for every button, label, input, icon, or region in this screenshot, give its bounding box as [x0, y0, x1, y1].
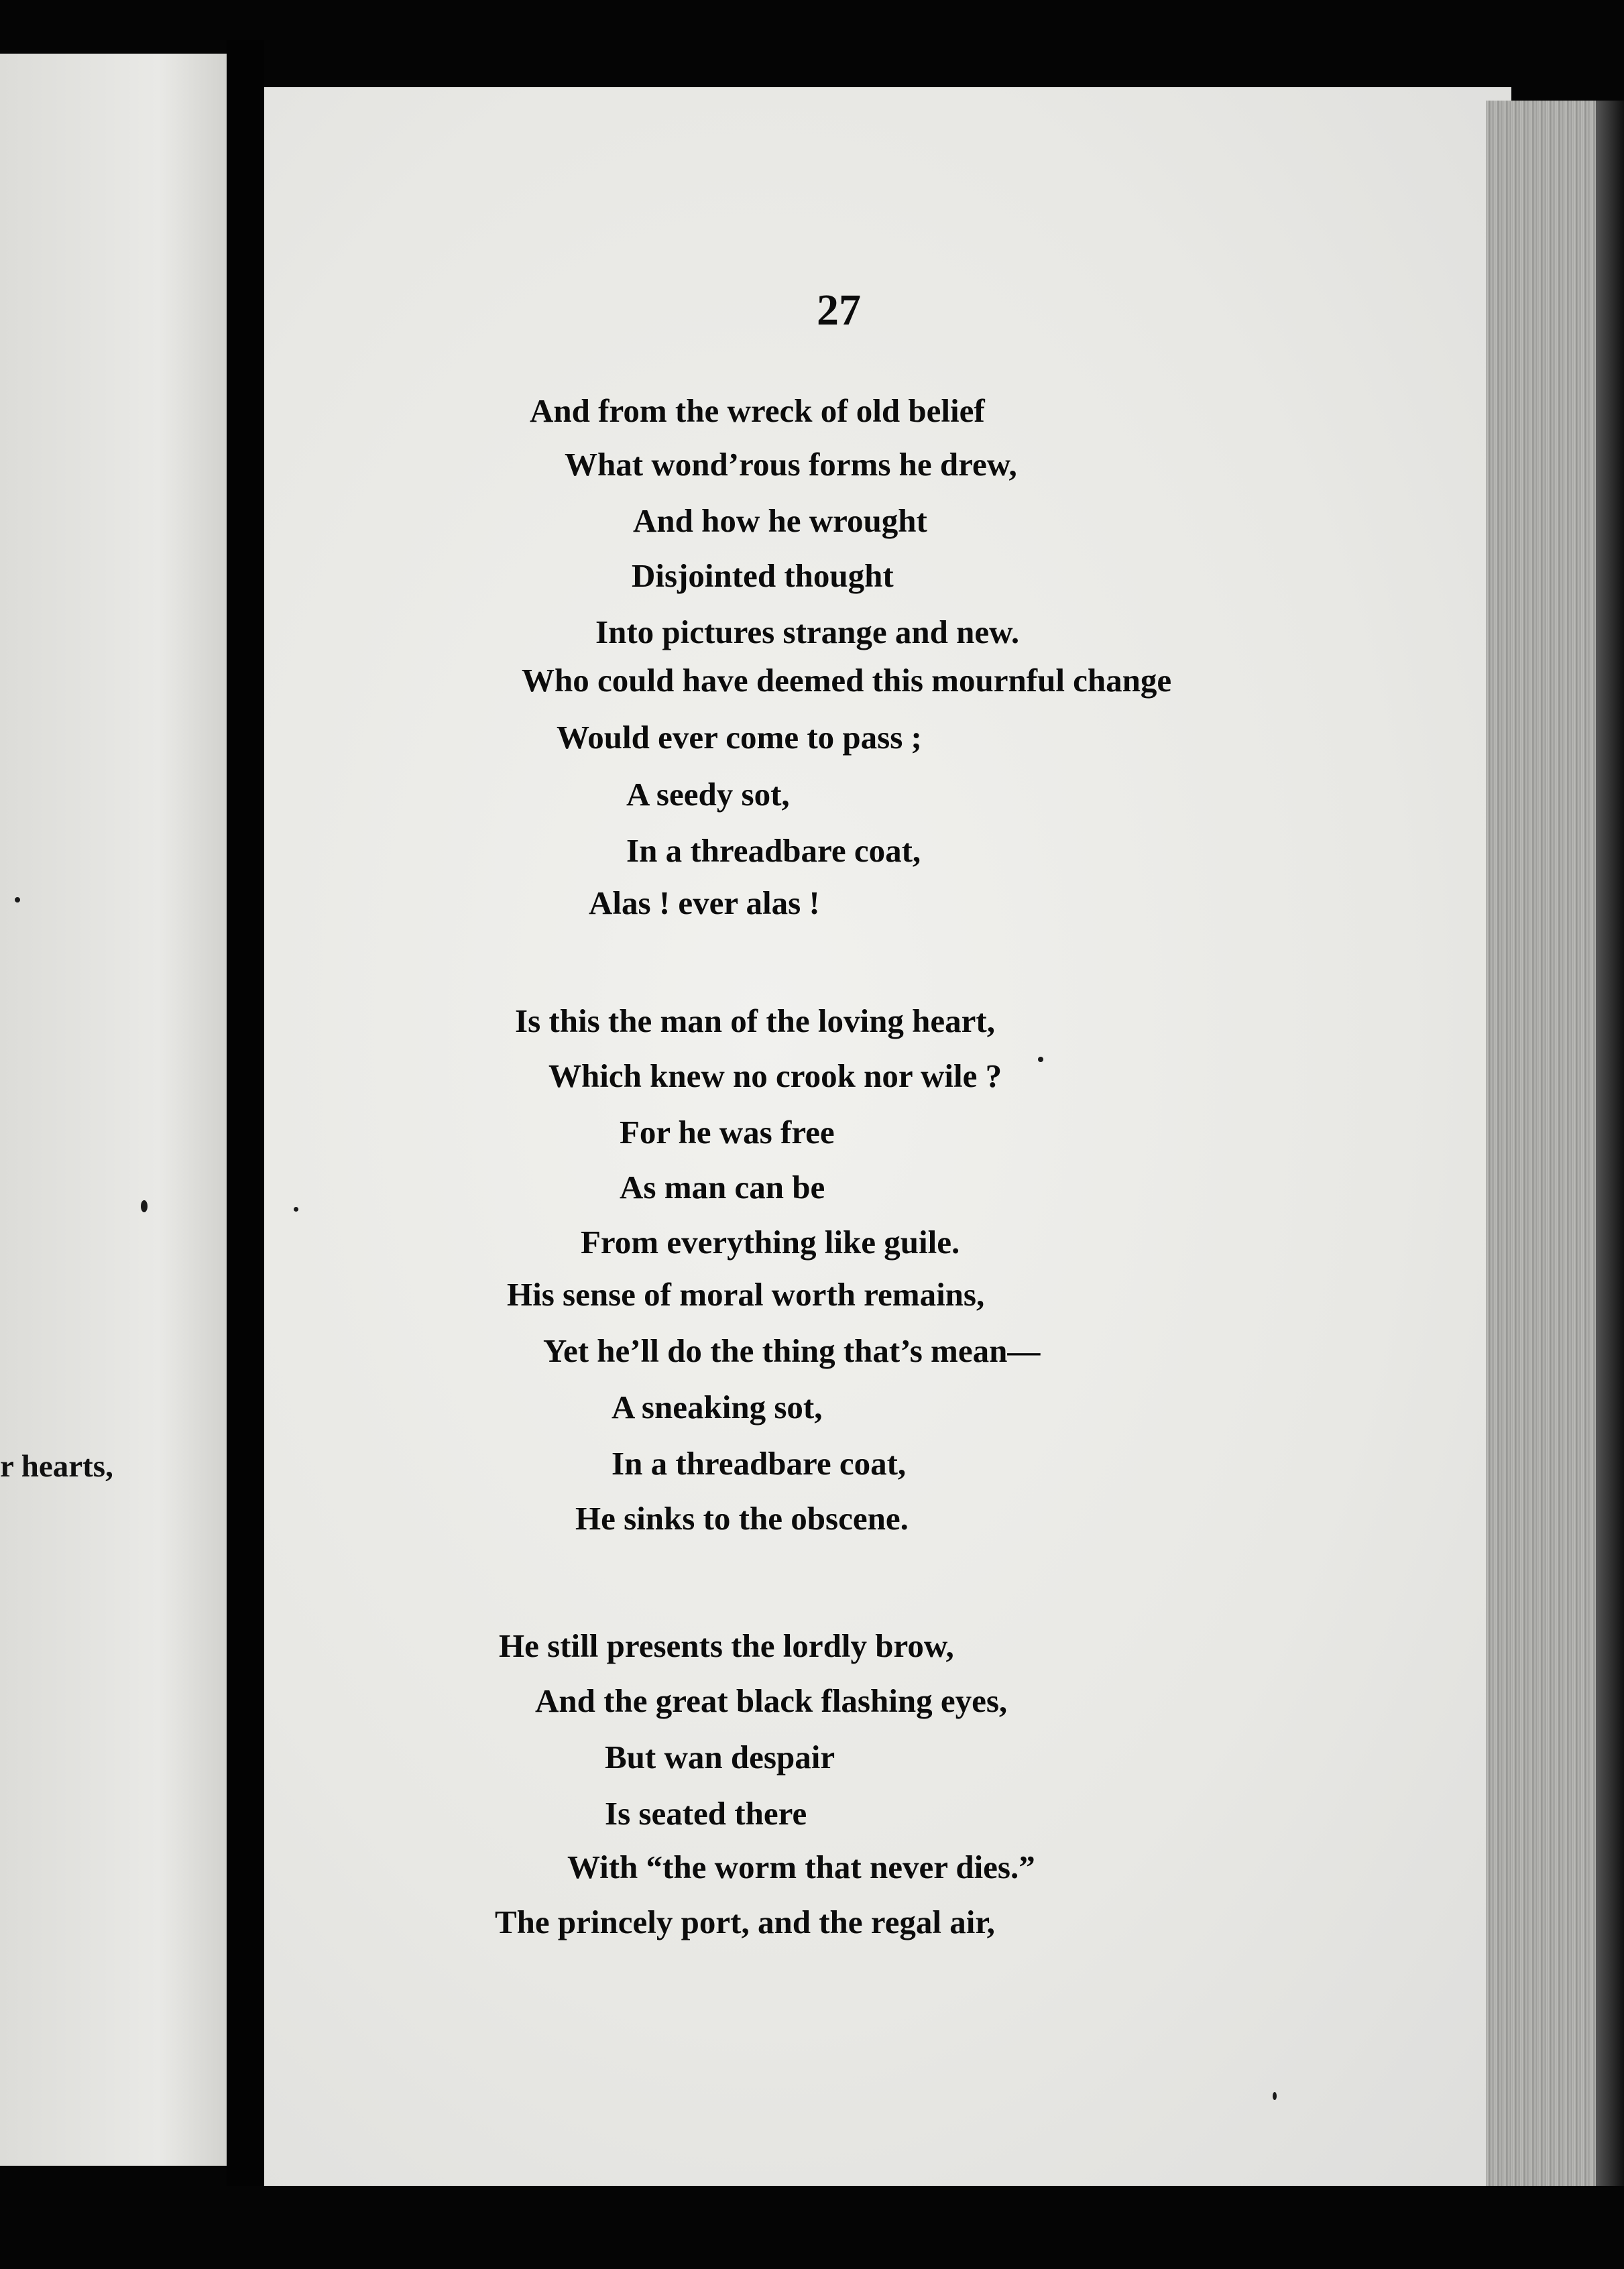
poem-line: A seedy sot,: [626, 776, 790, 813]
scan-speck: [1273, 2092, 1277, 2100]
poem-line: He still presents the lordly brow,: [499, 1627, 954, 1664]
poem-line: For he was free: [620, 1114, 835, 1151]
poem-line: As man can be: [620, 1169, 825, 1206]
poem-line: Who could have deemed this mournful change: [522, 662, 1172, 699]
poem-line: But wan despair: [605, 1739, 835, 1776]
poem-line: And how he wrought: [633, 502, 927, 539]
poem-line: His sense of moral worth remains,: [507, 1276, 985, 1313]
poem-line: With “the worm that never dies.”: [567, 1849, 1035, 1885]
left-page-text-fragment: r hearts,: [0, 1449, 113, 1484]
poem-line: Disjointed thought: [632, 557, 894, 594]
poem-line: And from the wreck of old belief: [530, 392, 985, 429]
poem-line: Into pictures strange and new.: [595, 614, 1020, 650]
scan-speck: [141, 1200, 148, 1212]
poem-line: In a threadbare coat,: [626, 832, 921, 869]
poem-line: Which knew no crook nor wile ?: [548, 1057, 1002, 1094]
scan-speck: [15, 897, 20, 903]
poem-line: He sinks to the obscene.: [575, 1500, 909, 1537]
poem-line: Alas ! ever alas !: [589, 884, 820, 921]
poem-line: Is seated there: [605, 1795, 807, 1832]
page-number: 27: [817, 286, 861, 335]
poem-line: A sneaking sot,: [612, 1389, 823, 1426]
left-facing-page: [0, 54, 227, 2166]
poem-line: In a threadbare coat,: [612, 1445, 907, 1482]
poem-line: What wond’rous forms he drew,: [565, 446, 1017, 483]
poem-line: Yet he’ll do the thing that’s mean—: [543, 1332, 1041, 1369]
book-gutter: [227, 40, 264, 2186]
poem-line: From everything like guile.: [581, 1224, 960, 1261]
poem-line: Is this the man of the loving heart,: [515, 1002, 995, 1039]
scan-speck: [294, 1207, 298, 1212]
poem-line: The princely port, and the regal air,: [495, 1904, 995, 1940]
poem-line: And the great black flashing eyes,: [535, 1682, 1008, 1719]
scan-speck: [1038, 1057, 1043, 1062]
poem-line: Would ever come to pass ;: [557, 719, 922, 756]
page-edge-shadow: [1596, 101, 1624, 2186]
